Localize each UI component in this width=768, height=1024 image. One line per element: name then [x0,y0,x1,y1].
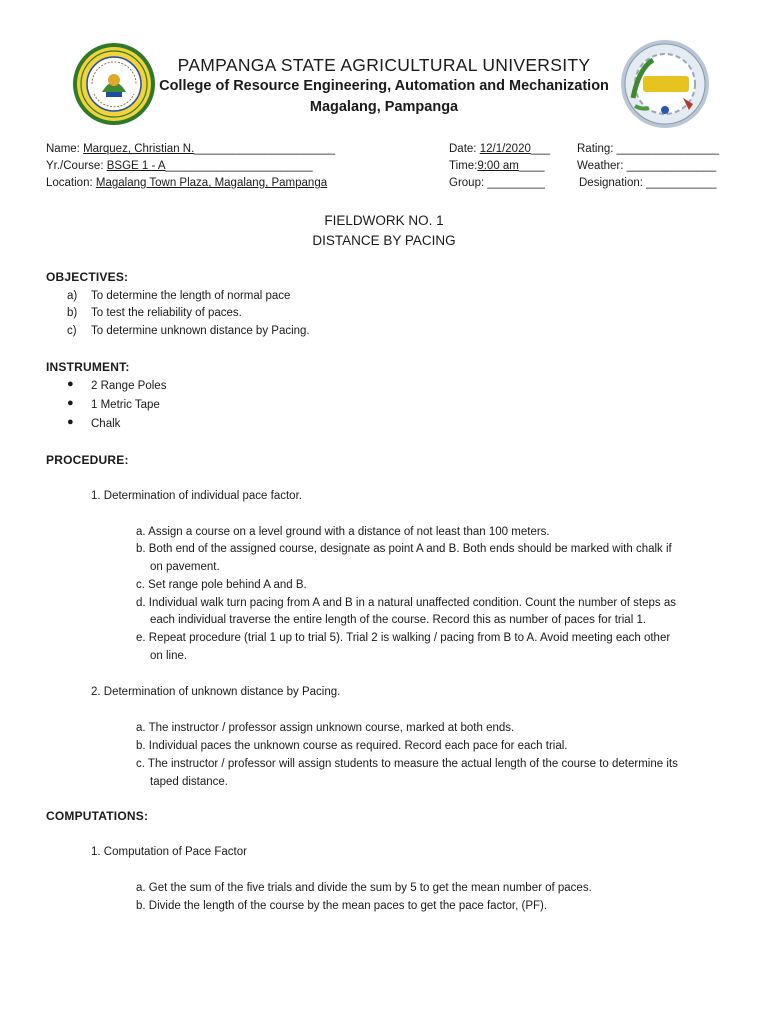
location-field: Location: Magalang Town Plaza, Magalang, Pampanga [46,177,328,189]
procedure-item: a. The instructor / professor assign unknown course, marked at both ends. [136,722,515,734]
objective-marker: a) [67,290,78,302]
course-field: Yr./Course: BSGE 1 - A_______________________ [46,160,313,172]
university-name: PAMPANGA STATE AGRICULTURAL UNIVERSITY [177,55,591,75]
time-value: 9:00 am [477,160,519,172]
objectives-heading: OBJECTIVES: [46,270,129,284]
procedure-item: e. Repeat procedure (trial 1 up to trial 5). Trial 2 is walking / pacing from B to A. Avoid meeting each other [136,632,671,644]
procedure-item-cont: on pavement. [150,561,220,573]
procedure-item: d. Individual walk turn pacing from A and B in a natural unaffected condition. Count the number of steps as [136,597,676,609]
date-value: 12/1/2020 [479,143,531,155]
location-value: Magalang Town Plaza, Magalang, Pampanga [95,177,328,189]
instrument-heading: INSTRUMENT: [46,360,130,374]
objective-marker: c) [67,325,77,337]
instrument-item: Chalk [91,418,121,430]
objective-marker: b) [67,307,78,319]
computation-item: b. Divide the length of the course by the mean paces to get the pace factor, (PF). [136,900,548,912]
objective-item: To determine the length of normal pace [91,290,291,302]
bullet-icon: ● [67,378,74,390]
procedure-item-cont: each individual traverse the entire length of the course. Record this as number of paces for trial 1. [150,614,647,626]
designation-field: Designation: ___________ [579,177,717,189]
procedure-item: b. Individual paces the unknown course as required. Record each pace for each trial. [136,740,568,752]
time-field: Time:9:00 am____ [449,160,545,172]
course-value: BSGE 1 - A [106,160,166,172]
procedure-item: c. The instructor / professor will assign students to measure the actual length of the course to determine its [136,758,678,770]
procedure-item: a. Assign a course on a level ground with a distance of not least than 100 meters. [136,526,550,538]
college-name: College of Resource Engineering, Automation and Mechanization [159,78,609,94]
bullet-icon: ● [67,416,74,428]
procedure-step-2: 2. Determination of unknown distance by Pacing. [91,686,341,698]
objective-item: To determine unknown distance by Pacing. [91,325,310,337]
date-field: Date: 12/1/2020___ [449,143,551,155]
name-value: Marquez, Christian N. [83,143,195,155]
procedure-step-1: 1. Determination of individual pace factor. [91,490,302,502]
instrument-item: 1 Metric Tape [91,399,160,411]
bullet-icon: ● [67,397,74,409]
town-name: Magalang, Pampanga [309,99,459,115]
computation-step-1: 1. Computation of Pace Factor [91,846,247,858]
procedure-heading: PROCEDURE: [46,453,129,467]
computations-heading: COMPUTATIONS: [46,809,149,823]
name-field: Name: Marquez, Christian N.______________________ [46,143,336,155]
procedure-item: b. Both end of the assigned course, designate as point A and B. Both ends should be marked with chalk if [136,543,672,555]
weather-field: Weather: ______________ [577,160,717,172]
computation-item: a. Get the sum of the five trials and divide the sum by 5 to get the mean number of paces. [136,882,592,894]
fieldwork-title: DISTANCE BY PACING [312,233,456,248]
instrument-item: 2 Range Poles [91,380,167,392]
fieldwork-number: FIELDWORK NO. 1 [324,213,444,228]
group-field: Group: _________ [449,177,545,189]
objective-item: To test the reliability of paces. [91,307,242,319]
rating-field: Rating: ________________ [577,143,719,155]
procedure-item: c. Set range pole behind A and B. [136,579,307,591]
procedure-item-cont: on line. [150,650,188,662]
procedure-item-cont: taped distance. [150,776,229,788]
